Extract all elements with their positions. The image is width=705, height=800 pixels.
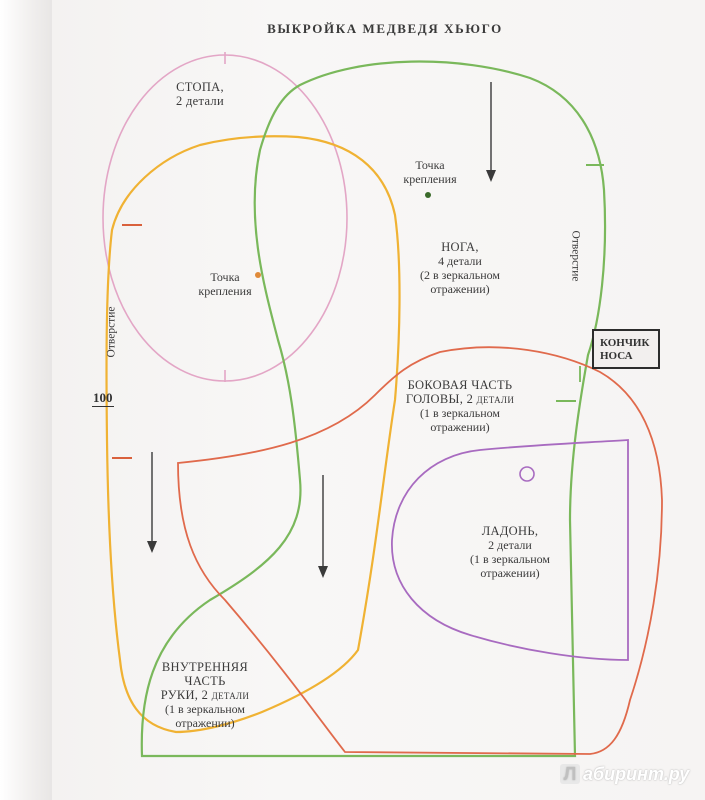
leg-attach-dot bbox=[425, 192, 431, 198]
opening-label-right: Отверстие bbox=[569, 230, 582, 282]
leg-label-mirror2: отражении) bbox=[430, 282, 490, 296]
leg-label-mirror1: (2 в зеркальном bbox=[419, 268, 501, 282]
leg-attach-line1: Точка bbox=[415, 158, 445, 172]
palm-label-count: 2 детали bbox=[488, 538, 532, 552]
palm-label-mirror1: (1 в зеркальном bbox=[469, 552, 551, 566]
inner-arm-label-name2: ЧАСТЬ bbox=[184, 674, 226, 688]
nose-tip-line1: КОНЧИК bbox=[600, 337, 650, 349]
page-number: 100 bbox=[93, 390, 113, 405]
leg-label-count: 4 детали bbox=[438, 254, 482, 268]
inner-arm-label-name3: РУКИ, 2 детали bbox=[160, 688, 250, 702]
inner-arm-outline bbox=[107, 136, 400, 732]
palm-label bbox=[445, 524, 575, 580]
leg-outline bbox=[142, 62, 605, 756]
foot-label-name: СТОПА, bbox=[176, 80, 224, 94]
foot-attach-dot bbox=[255, 272, 261, 278]
head-side-label-mirror2: отражении) bbox=[430, 420, 490, 434]
watermark bbox=[560, 764, 689, 785]
palm-label-mirror2: отражении) bbox=[480, 566, 540, 580]
palm-thumb-mark bbox=[520, 467, 534, 481]
leg-label-name: НОГА, bbox=[441, 240, 479, 254]
diagram-title: ВЫКРОЙКА МЕДВЕДЯ ХЬЮГО bbox=[267, 21, 503, 36]
inner-arm-label-name: ВНУТРЕННЯЯ bbox=[161, 660, 249, 674]
grain-arrow-leg bbox=[486, 82, 496, 182]
watermark-logo-icon: Л bbox=[560, 764, 580, 784]
head-side-label-name2: ГОЛОВЫ, 2 детали bbox=[405, 392, 515, 406]
foot-attach-line1: Точка bbox=[210, 270, 240, 284]
head-side-label-mirror1: (1 в зеркальном bbox=[419, 406, 501, 420]
foot-label-count: 2 детали bbox=[176, 94, 224, 108]
nose-tip-line2: НОСА bbox=[600, 350, 633, 362]
foot-attach-line2: крепления bbox=[198, 284, 252, 298]
head-side-label-name: БОКОВАЯ ЧАСТЬ bbox=[407, 378, 513, 392]
inner-arm-label-mirror1: (1 в зеркальном bbox=[164, 702, 246, 716]
head-side-label bbox=[385, 378, 535, 434]
opening-label-left: Отверстие bbox=[105, 306, 118, 358]
grain-arrow-head bbox=[318, 475, 328, 578]
grain-arrow-arm bbox=[147, 452, 157, 553]
inner-arm-label-mirror2: отражении) bbox=[175, 716, 235, 730]
foot-label bbox=[160, 80, 240, 108]
nose-tip-box bbox=[592, 329, 660, 369]
leg-label bbox=[390, 240, 530, 296]
leg-attach-line2: крепления bbox=[403, 172, 457, 186]
leg-attach-label bbox=[385, 158, 475, 186]
inner-arm-label bbox=[140, 660, 270, 730]
palm-label-name: ЛАДОНЬ, bbox=[481, 524, 539, 538]
watermark-text: абиринт.ру bbox=[583, 764, 690, 784]
